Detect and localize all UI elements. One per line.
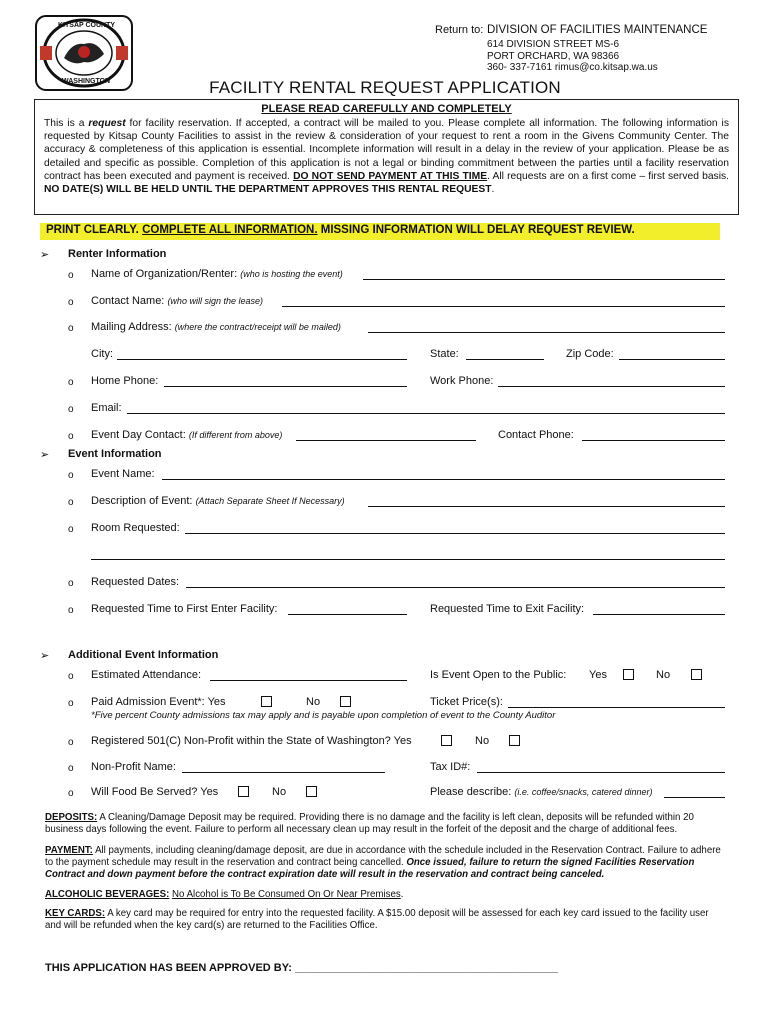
nonprofit-no-checkbox[interactable] <box>509 735 520 746</box>
contact-phone-label: Contact Phone: <box>498 429 574 441</box>
org-field[interactable] <box>363 279 725 280</box>
return-address-line1: 614 DIVISION STREET MS-6 <box>487 39 620 50</box>
exit-field[interactable] <box>593 614 725 615</box>
contact-label: Contact Name: (who will sign the lease) <box>91 295 263 307</box>
paid-no-label: No <box>306 696 321 708</box>
nonprofit-yes-checkbox[interactable] <box>441 735 452 746</box>
room-field-line2[interactable] <box>91 559 725 560</box>
bullet: o <box>68 270 74 281</box>
nonprofit-label: Registered 501(C) Non-Profit within the State of Washington? Yes <box>91 735 412 747</box>
public-yes-label: Yes <box>589 669 607 681</box>
dates-label: Requested Dates: <box>91 576 180 588</box>
bullet: o <box>68 605 74 616</box>
notice-box <box>34 99 739 215</box>
bullet: o <box>68 698 74 709</box>
mail-field[interactable] <box>368 332 725 333</box>
event-heading: Event Information <box>68 448 162 460</box>
arrow-bullet-icon: ➢ <box>40 650 50 662</box>
city-label: City: <box>91 348 113 360</box>
bullet: o <box>68 578 74 589</box>
nonprofit-name-field[interactable] <box>182 772 385 773</box>
org-label: Name of Organization/Renter: (who is hosting the event) <box>91 268 343 280</box>
bullet: o <box>68 763 74 774</box>
return-contact: 360- 337-7161 rimus@co.kitsap.wa.us <box>487 62 658 73</box>
food-no-checkbox[interactable] <box>306 786 317 797</box>
bullet: o <box>68 404 74 415</box>
page-title: FACILITY RENTAL REQUEST APPLICATION <box>209 78 561 97</box>
email-field[interactable] <box>127 413 725 414</box>
attendance-label: Estimated Attendance: <box>91 669 202 681</box>
return-to-title: DIVISION OF FACILITIES MAINTENANCE <box>487 24 708 36</box>
attendance-field[interactable] <box>210 680 407 681</box>
event-day-contact-label: Event Day Contact: (If different from above) <box>91 429 283 441</box>
city-field[interactable] <box>117 359 407 360</box>
nonprofit-no-label: No <box>475 735 490 747</box>
room-field[interactable] <box>185 533 725 534</box>
bullet: o <box>68 431 74 442</box>
zip-label: Zip Code: <box>566 348 614 360</box>
food-no-label: No <box>272 786 287 798</box>
bullet: o <box>68 788 74 799</box>
first-enter-label: Requested Time to First Enter Facility: <box>91 603 278 615</box>
event-name-label: Event Name: <box>91 468 155 480</box>
print-clearly-banner: PRINT CLEARLY. COMPLETE ALL INFORMATION. MISSING INFORMATION WILL DELAY REQUEST REVIEW. <box>40 223 720 240</box>
return-address-line2: PORT ORCHARD, WA 98366 <box>487 51 620 62</box>
state-label: State: <box>430 348 459 360</box>
home-phone-field[interactable] <box>164 386 407 387</box>
event-name-field[interactable] <box>162 479 725 480</box>
contact-phone-field[interactable] <box>582 440 725 441</box>
return-to-label: Return to: <box>435 24 484 36</box>
bullet: o <box>68 470 74 481</box>
bullet: o <box>68 671 74 682</box>
room-label: Room Requested: <box>91 522 180 534</box>
ticket-price-field[interactable] <box>508 707 725 708</box>
public-no-label: No <box>656 669 671 681</box>
ticket-price-label: Ticket Price(s): <box>430 696 503 708</box>
work-phone-field[interactable] <box>498 386 725 387</box>
event-day-contact-field[interactable] <box>296 440 476 441</box>
notice-body: This is a request for facility reservation. If accepted, a contract will be mailed to you. Please complete all information. The following information is requested by Kitsap County Facilities to assist in the review & consideration of your request to rent a room in the Givens Community Center. The accuracy & completeness of this application is essential. Incomplete information will result in a delay in the review of your application. Please be as detailed and specific as possible. Completion of this application is not a legal or binding commitment between the parties until a facility reservation contract has been executed and payment is received. DO NOT SEND PAYMENT AT THIS TIME. All requests are on a first come – first served basis. NO DATE(S) WILL BE HELD UNTIL THE DEPARTMENT APPROVES THIS RENTAL REQUEST. <box>44 118 729 196</box>
food-label: Will Food Be Served? Yes <box>91 786 219 798</box>
food-yes-checkbox[interactable] <box>238 786 249 797</box>
home-phone-label: Home Phone: <box>91 375 159 387</box>
dates-field[interactable] <box>186 587 725 588</box>
public-label: Is Event Open to the Public: <box>430 669 567 681</box>
paid-admission-label: Paid Admission Event*: Yes <box>91 696 226 708</box>
approved-by-line: THIS APPLICATION HAS BEEN APPROVED BY: ___________________________________________ <box>45 962 559 974</box>
deposits-paragraph: DEPOSITS: A Cleaning/Damage Deposit may be required. Providing there is no damage and the facility is left clean, deposits will be refunded within 20 business days following the event. Failure to perform all necessary clean up may result in the forfeit of the deposit and the charge of additional fees. <box>45 812 694 836</box>
seal-bottom-text: WASHINGTON <box>62 78 111 85</box>
key-cards-paragraph: KEY CARDS: A key card may be required for entry into the requested facility. A $15.00 deposit will be assessed for each key card issued to the facility user and will be refunded when the key card(s) are returned to the Facilities Office. <box>45 908 709 932</box>
seal-top-text: KITSAP COUNTY <box>58 22 116 29</box>
describe-field[interactable] <box>664 797 725 798</box>
paid-yes-checkbox[interactable] <box>261 696 272 707</box>
event-desc-label: Description of Event: (Attach Separate Sheet If Necessary) <box>91 495 345 507</box>
arrow-bullet-icon: ➢ <box>40 449 50 461</box>
work-phone-label: Work Phone: <box>430 375 494 387</box>
bullet: o <box>68 323 74 334</box>
tax-id-field[interactable] <box>477 772 725 773</box>
public-no-checkbox[interactable] <box>691 669 702 680</box>
state-field[interactable] <box>466 359 544 360</box>
event-desc-field[interactable] <box>368 506 725 507</box>
bullet: o <box>68 524 74 535</box>
bullet: o <box>68 737 74 748</box>
notice-heading: PLEASE READ CAREFULLY AND COMPLETELY <box>261 103 512 115</box>
additional-heading: Additional Event Information <box>68 649 219 661</box>
alcohol-paragraph: ALCOHOLIC BEVERAGES: No Alcohol is To Be Consumed On Or Near Premises. <box>45 889 404 900</box>
nonprofit-name-label: Non-Profit Name: <box>91 761 176 773</box>
tax-id-label: Tax ID#: <box>430 761 471 773</box>
arrow-bullet-icon: ➢ <box>40 249 50 261</box>
email-label: Email: <box>91 402 122 414</box>
contact-field[interactable] <box>282 306 725 307</box>
bullet: o <box>68 497 74 508</box>
bullet: o <box>68 297 74 308</box>
mail-label: Mailing Address: (where the contract/receipt will be mailed) <box>91 321 341 333</box>
exit-label: Requested Time to Exit Facility: <box>430 603 585 615</box>
bullet: o <box>68 377 74 388</box>
zip-field[interactable] <box>619 359 725 360</box>
describe-label: Please describe: (i.e. coffee/snacks, catered dinner) <box>430 786 653 798</box>
payment-paragraph: PAYMENT: All payments, including cleaning/damage deposit, are due in accordance with the schedule included in the Reservation Contract. Failure to adhere to the payment schedule may result in the reservation and contract being cancelled. Once issued, failure to return the signed Facilities Reservation Contract and down payment before the contract expiration date will result in the reservation and contract being canceled. <box>45 845 721 881</box>
renter-heading: Renter Information <box>68 248 167 260</box>
paid-no-checkbox[interactable] <box>340 696 351 707</box>
first-enter-field[interactable] <box>288 614 407 615</box>
tax-note: *Five percent County admissions tax may apply and is payable upon completion of event to the County Auditor <box>91 710 556 721</box>
public-yes-checkbox[interactable] <box>623 669 634 680</box>
